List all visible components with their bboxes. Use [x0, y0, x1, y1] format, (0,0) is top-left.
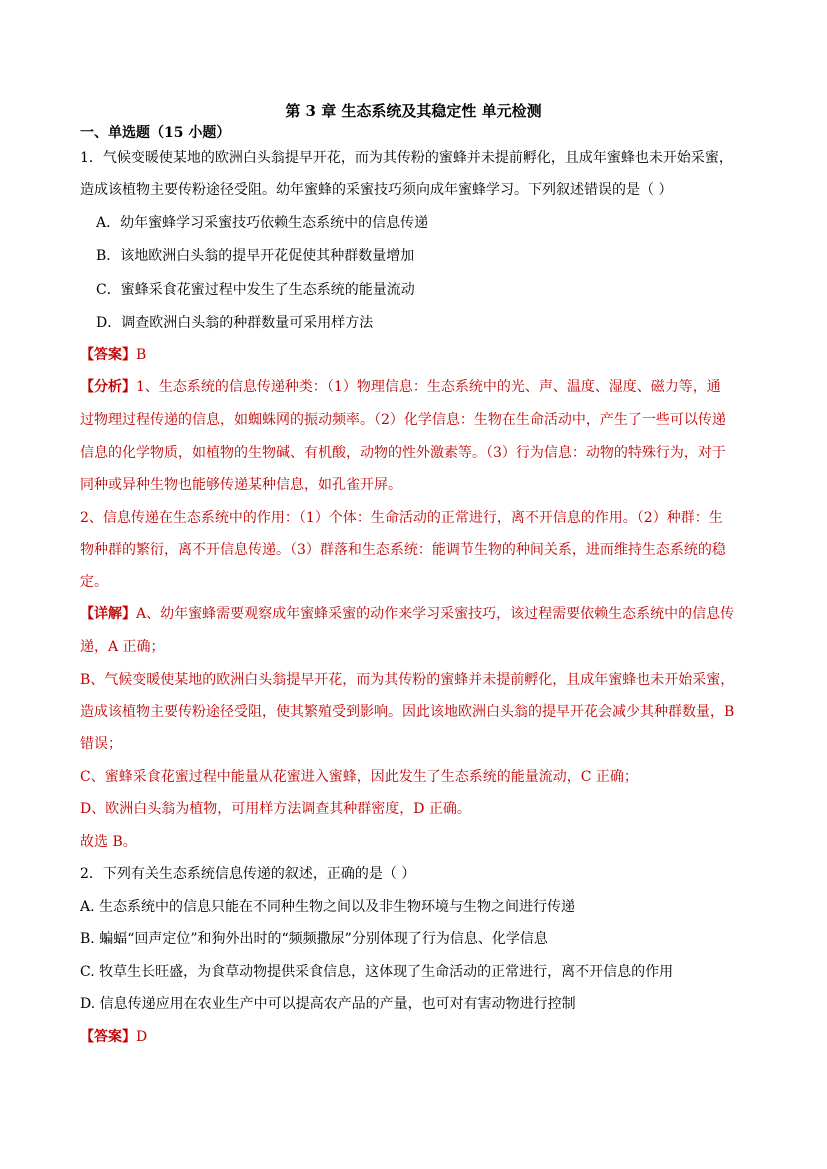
detail-text: A、幼年蜜蜂需要观察成年蜜蜂采蜜的动作来学习采蜜技巧，该过程需要依赖生态系统中的信息传 — [136, 606, 735, 622]
q1-analysis-line-4: 同种或异种生物也能够传递某种信息，如孔雀开屏。 — [80, 477, 402, 493]
section-heading: 一、单选题（15 小题） — [80, 125, 231, 141]
q2-stem: 2．下列有关生态系统信息传递的叙述，正确的是（ ） — [80, 866, 416, 882]
answer-tag: 【答案】 — [80, 1029, 136, 1045]
q1-conclusion: 故选 B。 — [80, 834, 137, 850]
q1-analysis-line-3: 信息的化学物质，如植物的生物碱、有机酸，动物的性外激素等。（3）行为信息：动物的特殊行为，对于 — [80, 445, 726, 461]
q1-analysis-line-5: 2、信息传递在生态系统中的作用：（1）个体：生命活动的正常进行，离不开信息的作用。（2）种群：生 — [80, 510, 723, 526]
q1-analysis-line-1 — [80, 377, 721, 397]
q1-option-b: B．该地欧洲白头翁的提早开花促使其种群数量增加 — [96, 248, 415, 264]
q2-answer — [80, 1027, 147, 1047]
q2-option-c: C. 牧草生长旺盛，为食草动物提供采食信息，这体现了生命活动的正常进行，离不开信息的作用 — [80, 964, 674, 980]
q1-detail-line-3: B、气候变暖使某地的欧洲白头翁提早开花，而为其传粉的蜜蜂并未提前孵化，且成年蜜蜂也未开始采蜜， — [80, 672, 735, 688]
q1-option-c: C．蜜蜂采食花蜜过程中发生了生态系统的能量流动 — [96, 282, 415, 298]
q1-option-d: D．调查欧洲白头翁的种群数量可采用样方法 — [96, 315, 374, 331]
q1-stem-line-1: 1．气候变暖使某地的欧洲白头翁提早开花，而为其传粉的蜜蜂并未提前孵化，且成年蜜蜂也未开始采蜜， — [80, 150, 733, 166]
analysis-tag: 【分析】 — [80, 379, 136, 395]
q1-analysis-line-2: 过物理过程传递的信息，如蜘蛛网的振动频率。（2）化学信息：生物在生命活动中，产生了一些可以传递 — [80, 412, 726, 428]
q2-option-b: B. 蝙蝠“回声定位”和狗外出时的“频频撒尿”分别体现了行为信息、化学信息 — [80, 931, 548, 947]
answer-value: B — [136, 347, 147, 363]
detail-tag: 【详解】 — [80, 606, 136, 622]
q1-detail-line-7: D、欧洲白头翁为植物，可用样方法调查其种群密度，D 正确。 — [80, 801, 471, 817]
answer-tag: 【答案】 — [80, 347, 136, 363]
analysis-text: 1、生态系统的信息传递种类：（1）物理信息：生态系统中的光、声、温度、湿度、磁力等，通 — [136, 379, 721, 395]
q2-option-d: D. 信息传递应用在农业生产中可以提高农产品的产量，也可对有害动物进行控制 — [80, 996, 576, 1012]
q1-detail-line-2: 递，A 正确； — [80, 639, 165, 655]
q1-detail-line-6: C、蜜蜂采食花蜜过程中能量从花蜜进入蜜蜂，因此发生了生态系统的能量流动，C 正确； — [80, 769, 638, 785]
q2-option-a: A. 生态系统中的信息只能在不同种生物之间以及非生物环境与生物之间进行传递 — [80, 899, 576, 915]
q1-detail-line-4: 造成该植物主要传粉途径受阻，使其繁殖受到影响。因此该地欧洲白头翁的提早开花会减少其种群数量，B — [80, 704, 735, 720]
q1-analysis-line-7: 定。 — [80, 574, 108, 590]
q1-stem-line-2: 造成该植物主要传粉途径受阻。幼年蜜蜂的采蜜技巧须向成年蜜蜂学习。下列叙述错误的是（ ） — [80, 182, 673, 198]
q1-detail-line-5: 错误； — [80, 736, 122, 752]
q1-answer — [80, 345, 146, 365]
q1-detail-line-1 — [80, 604, 734, 624]
answer-value: D — [136, 1029, 148, 1045]
page-title: 第 3 章 生态系统及其稳定性 单元检测 — [285, 102, 542, 120]
q1-analysis-line-6: 物种群的繁衍，离不开信息传递。（3）群落和生态系统：能调节生物的种间关系，进而维持生态系统的稳 — [80, 542, 726, 558]
q1-option-a: A．幼年蜜蜂学习采蜜技巧依赖生态系统中的信息传递 — [96, 215, 429, 231]
